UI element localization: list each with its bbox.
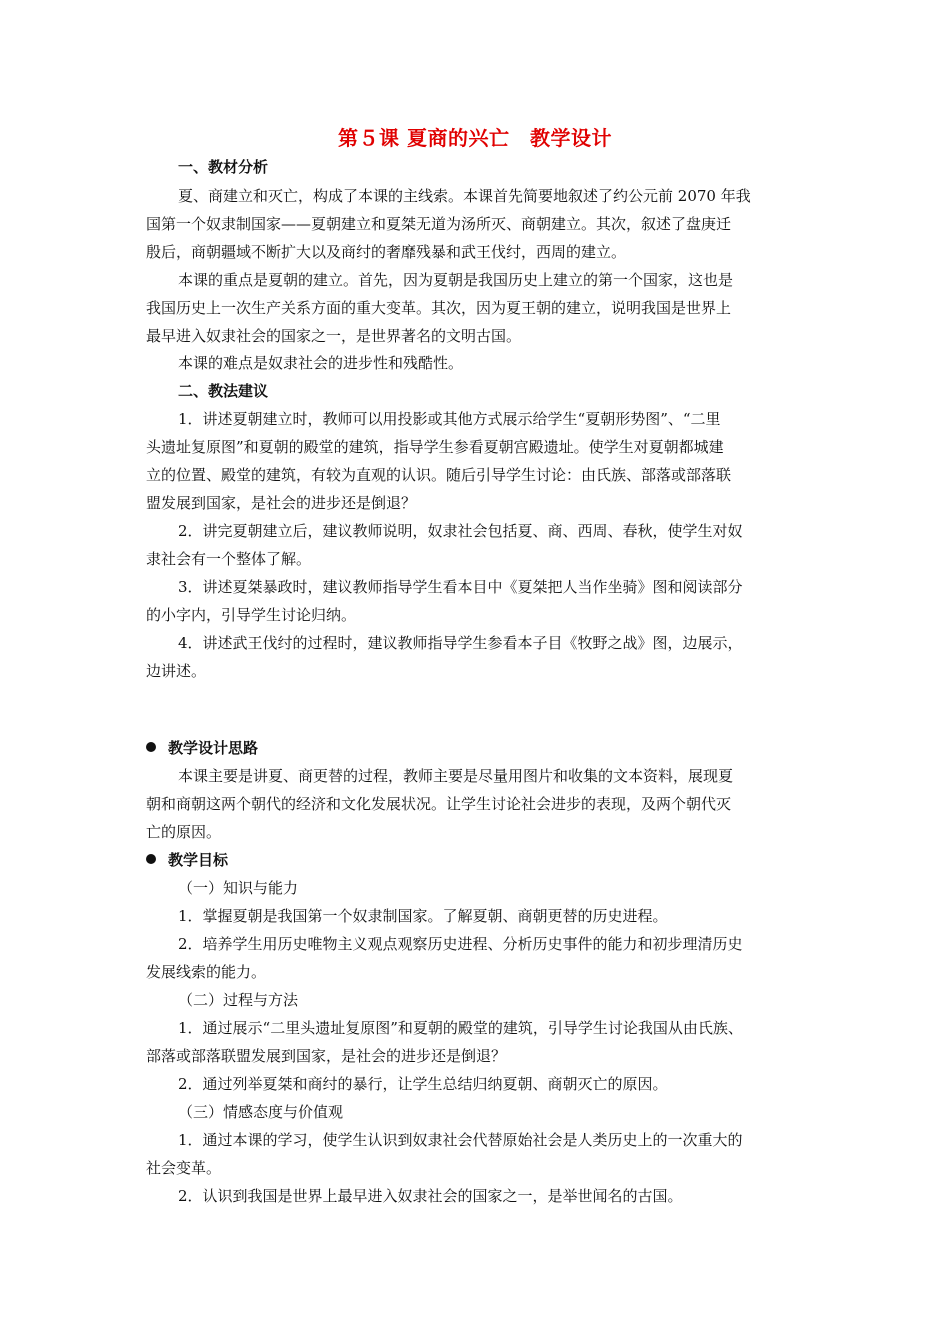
- paragraph-line: 社会变革。: [146, 1159, 222, 1177]
- paragraph-line: 最早进入奴隶社会的国家之一，是世界著名的文明古国。: [146, 327, 522, 345]
- paragraph-line: 发展线索的能力。: [146, 963, 267, 981]
- paragraph-line: 我国历史上一次生产关系方面的重大变革。其次，因为夏王朝的建立，说明我国是世界上: [146, 299, 732, 317]
- section-heading: 二、教法建议: [178, 382, 269, 400]
- subsection-heading: （二）过程与方法: [178, 991, 299, 1009]
- paragraph-line: 1．讲述夏朝建立时，教师可以用投影或其他方式展示给学生“夏朝形势图”、“二里: [178, 410, 721, 428]
- paragraph-line: 朝和商朝这两个朝代的经济和文化发展状况。让学生讨论社会进步的表现，及两个朝代灭: [146, 795, 732, 813]
- bullet-dot-icon: [146, 854, 156, 864]
- paragraph-line: 殷后，商朝疆域不断扩大以及商纣的奢靡残暴和武王伐纣，西周的建立。: [146, 243, 627, 261]
- paragraph-line: 盟发展到国家，是社会的进步还是倒退？: [146, 494, 417, 512]
- paragraph-line: 的小字内，引导学生讨论归纳。: [146, 606, 357, 624]
- paragraph-line: 1．掌握夏朝是我国第一个奴隶制国家。了解夏朝、商朝更替的历史进程。: [178, 907, 668, 925]
- paragraph-line: 本课的难点是奴隶社会的进步性和残酷性。: [178, 354, 464, 372]
- paragraph-line: 头遗址复原图”和夏朝的殿堂的建筑，指导学生参看夏朝宫殿遗址。使学生对夏朝都城建: [146, 438, 724, 456]
- bullet-dot-icon: [146, 742, 156, 752]
- paragraph-line: 2．培养学生用历史唯物主义观点观察历史进程、分析历史事件的能力和初步理清历史: [178, 935, 743, 953]
- paragraph-line: 1．通过展示“二里头遗址复原图”和夏朝的殿堂的建筑，引导学生讨论我国从由氏族、: [178, 1019, 743, 1037]
- paragraph-line: 国第一个奴隶制国家——夏朝建立和夏桀无道为汤所灭、商朝建立。其次，叙述了盘庚迁: [146, 215, 732, 233]
- bullet-heading: 教学设计思路: [146, 738, 826, 758]
- paragraph-line: 夏、商建立和灭亡，构成了本课的主线索。本课首先简要地叙述了约公元前 2070 年我: [178, 187, 751, 205]
- paragraph-line: 2．通过列举夏桀和商纣的暴行，让学生总结归纳夏朝、商朝灭亡的原因。: [178, 1075, 668, 1093]
- paragraph-line: 隶社会有一个整体了解。: [146, 550, 312, 568]
- paragraph-line: 本课的重点是夏朝的建立。首先，因为夏朝是我国历史上建立的第一个国家，这也是: [178, 271, 734, 289]
- subsection-heading: （三）情感态度与价值观: [178, 1103, 344, 1121]
- paragraph-line: 3．讲述夏桀暴政时，建议教师指导学生看本目中《夏桀把人当作坐骑》图和阅读部分: [178, 578, 743, 596]
- subsection-heading: （一）知识与能力: [178, 879, 299, 897]
- paragraph-line: 部落或部落联盟发展到国家，是社会的进步还是倒退？: [146, 1047, 507, 1065]
- page-title: 第５课 夏商的兴亡 教学设计: [338, 126, 612, 150]
- paragraph-line: 亡的原因。: [146, 823, 222, 841]
- bullet-heading: 教学目标: [146, 850, 826, 870]
- paragraph-line: 4．讲述武王伐纣的过程时，建议教师指导学生参看本子目《牧野之战》图，边展示，: [178, 634, 743, 652]
- section-heading: 一、教材分析: [178, 158, 269, 176]
- paragraph-line: 2．认识到我国是世界上最早进入奴隶社会的国家之一，是举世闻名的古国。: [178, 1187, 683, 1205]
- paragraph-line: 边讲述。: [146, 662, 207, 680]
- paragraph-line: 1．通过本课的学习，使学生认识到奴隶社会代替原始社会是人类历史上的一次重大的: [178, 1131, 743, 1149]
- paragraph-line: 2．讲完夏朝建立后，建议教师说明，奴隶社会包括夏、商、西周、春秋，使学生对奴: [178, 522, 743, 540]
- paragraph-line: 立的位置、殿堂的建筑，有较为直观的认识。随后引导学生讨论：由氏族、部落或部落联: [146, 466, 732, 484]
- paragraph-line: 本课主要是讲夏、商更替的过程，教师主要是尽量用图片和收集的文本资料，展现夏: [178, 767, 734, 785]
